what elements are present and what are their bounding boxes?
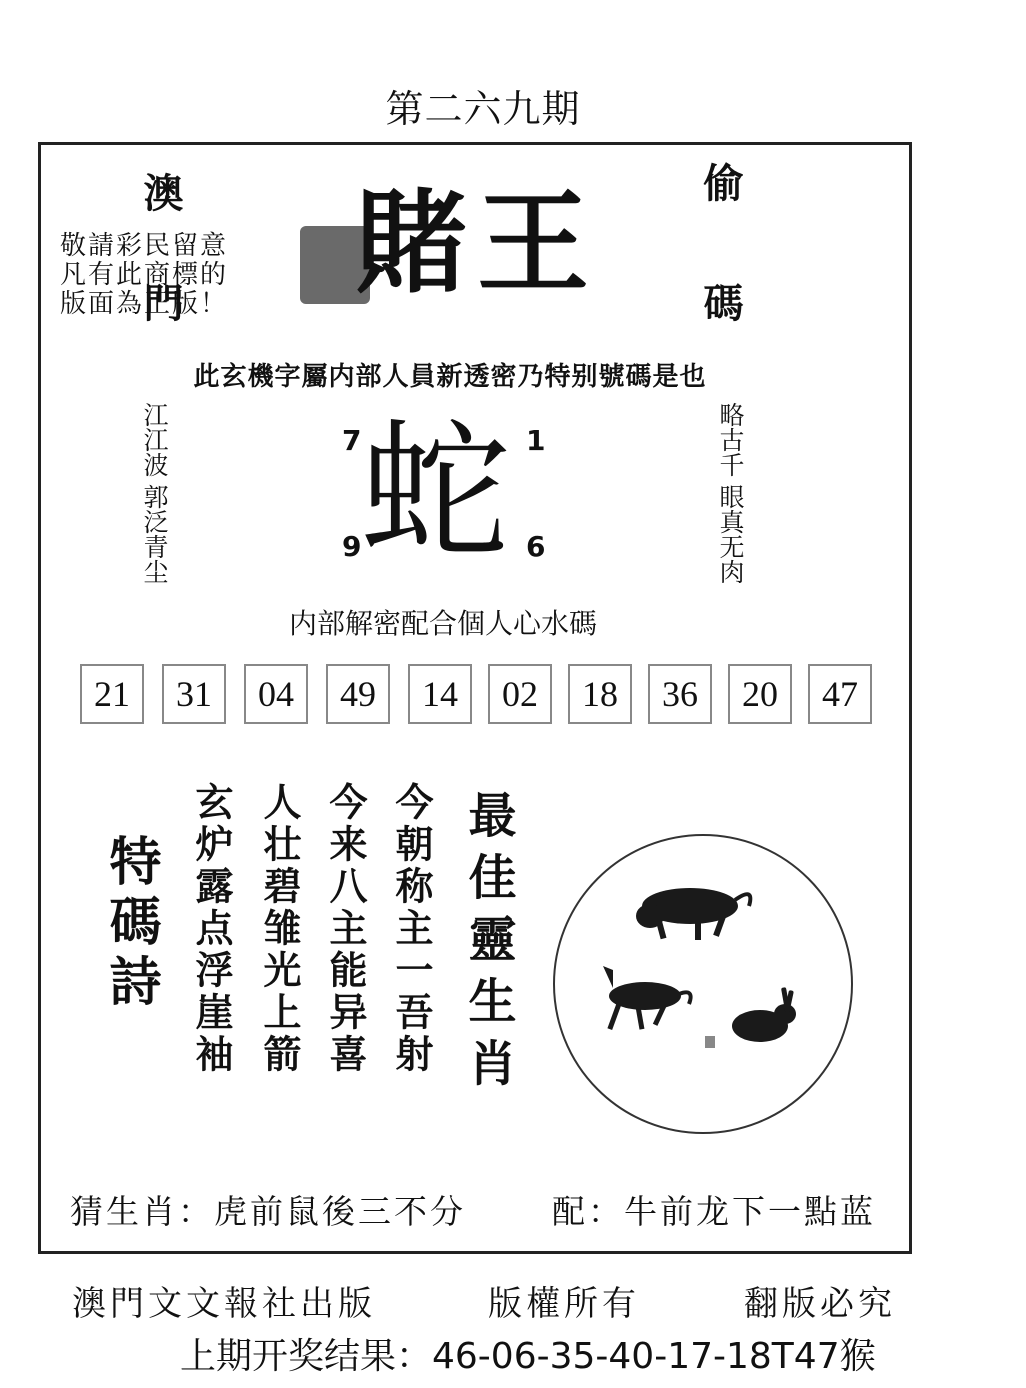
piracy-warning: 翻版必究 <box>744 1284 896 1324</box>
guess-label: 猜生肖： <box>70 1192 214 1231</box>
number-box: 47 <box>808 664 872 724</box>
right-poem-col-1: 略古千 <box>716 402 745 477</box>
pair-label: 配： <box>552 1192 624 1231</box>
corner-number-bottom-left: 9 <box>342 530 362 563</box>
page-title: 賭王 <box>355 179 599 309</box>
number-box: 02 <box>488 664 552 724</box>
guess-zodiac <box>70 1186 466 1233</box>
notice-line: 敬請彩民留意 <box>60 231 229 261</box>
left-poem-col-1: 江江波 <box>140 402 169 477</box>
notice-line: 版面為正版！ <box>60 289 229 319</box>
best-zodiac-label: 最佳靈生肖 <box>460 790 516 1100</box>
last-draw-result: 上期开奖结果：46-06-35-40-17-18T47猴 <box>180 1336 876 1377</box>
steal-code-vertical-label: 偷碼 <box>697 162 743 402</box>
corner-number-bottom-right: 6 <box>526 530 546 563</box>
number-box: 20 <box>728 664 792 724</box>
slogan: 此玄機字屬内部人員新透密乃特别號碼是也 <box>193 362 707 392</box>
pair-zodiac <box>552 1186 876 1233</box>
notice-line: 凡有此商標的 <box>60 260 229 290</box>
number-box: 04 <box>244 664 308 724</box>
corner-number-top-left: 7 <box>342 424 362 457</box>
copyright: 版權所有 <box>488 1284 640 1324</box>
publisher: 澳門文文報社出版 <box>72 1284 376 1324</box>
poem-column-1: 玄炉露点浮崖袖 <box>189 782 233 1076</box>
poem-column-3: 今来八主能异喜 <box>323 782 367 1076</box>
right-poem-col-2: 眼真无肉 <box>716 484 745 584</box>
poem-column-4: 今朝称主一吾射 <box>389 782 433 1076</box>
number-box: 31 <box>162 664 226 724</box>
number-box: 21 <box>80 664 144 724</box>
number-box: 18 <box>568 664 632 724</box>
horse-icon <box>603 966 691 1030</box>
left-poem-col-2: 郭泛青尘 <box>140 484 169 584</box>
issue-number: 第二六九期 <box>385 87 581 131</box>
authenticity-notice <box>60 232 228 319</box>
number-box: 36 <box>648 664 712 724</box>
poem-title: 特碼詩 <box>100 834 160 1014</box>
animal-painting <box>555 836 851 1132</box>
seal-stamp <box>705 1036 715 1048</box>
zodiac-art-circle <box>553 834 853 1134</box>
featured-zodiac: 蛇 <box>360 406 511 580</box>
poem-column-2: 人壮碧雏光上箭 <box>257 782 301 1076</box>
pair-text: 牛前龙下一點蓝 <box>624 1192 876 1231</box>
guess-text: 虎前鼠後三不分 <box>214 1192 466 1231</box>
rabbit-icon <box>732 987 796 1042</box>
decode-caption: 内部解密配合個人心水碼 <box>288 607 597 640</box>
macau-vertical-label: 澳門 <box>137 172 183 392</box>
number-box: 49 <box>326 664 390 724</box>
corner-number-top-right: 1 <box>526 424 546 457</box>
ox-icon <box>636 888 750 940</box>
number-box: 14 <box>408 664 472 724</box>
